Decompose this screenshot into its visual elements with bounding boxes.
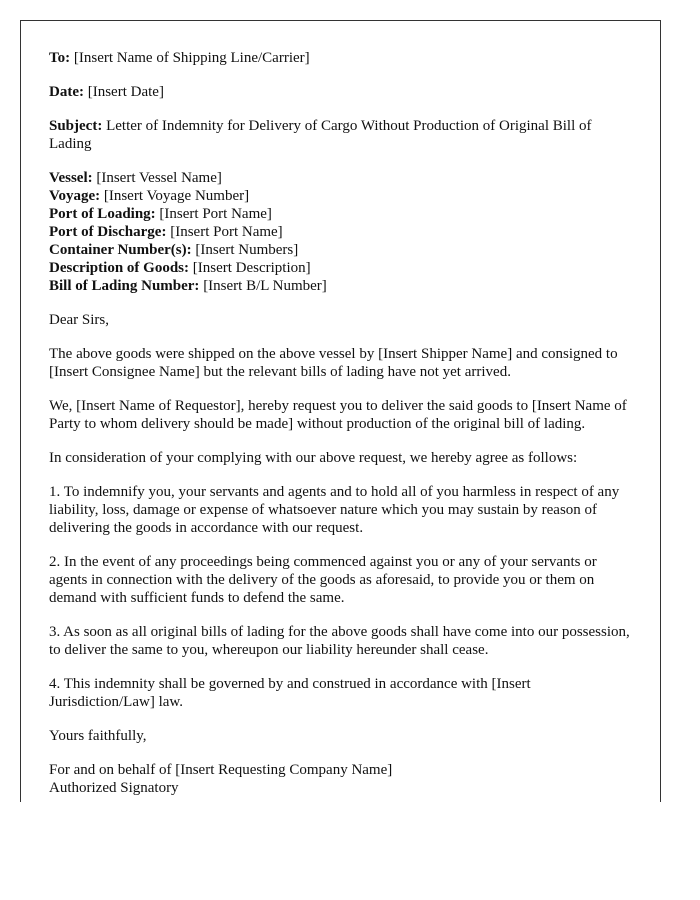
detail-value: [Insert Numbers] xyxy=(195,242,299,258)
detail-port-of-loading xyxy=(49,205,632,223)
subject-line xyxy=(49,117,632,153)
letter-frame xyxy=(20,20,661,802)
detail-vessel xyxy=(49,169,632,187)
detail-container-numbers xyxy=(49,241,632,259)
to-label: To: xyxy=(49,50,71,66)
signature-block xyxy=(49,761,632,797)
detail-value: [Insert Description] xyxy=(192,260,311,276)
detail-value: [Insert Port Name] xyxy=(159,206,272,222)
detail-value: [Insert B/L Number] xyxy=(203,278,327,294)
detail-label: Vessel: xyxy=(49,170,93,186)
detail-description-of-goods xyxy=(49,259,632,277)
to-line xyxy=(49,49,632,67)
date-line xyxy=(49,83,632,101)
detail-value: [Insert Port Name] xyxy=(170,224,283,240)
date-value: [Insert Date] xyxy=(87,84,164,100)
detail-label: Port of Discharge: xyxy=(49,224,167,240)
detail-bill-of-lading-number xyxy=(49,277,632,295)
detail-value: [Insert Vessel Name] xyxy=(96,170,222,186)
date-label: Date: xyxy=(49,84,84,100)
to-value: [Insert Name of Shipping Line/Carrier] xyxy=(73,50,310,66)
detail-label: Description of Goods: xyxy=(49,260,189,276)
letter-body xyxy=(21,21,660,797)
detail-label: Voyage: xyxy=(49,188,101,204)
closing: Yours faithfully, xyxy=(49,728,147,744)
subject-value: Letter of Indemnity for Delivery of Cargo Without Production of Original Bill of Lading xyxy=(49,118,592,152)
signatory-line: Authorized Signatory xyxy=(49,780,179,796)
paragraph-shipment: The above goods were shipped on the above vessel by [Insert Shipper Name] and consigned to [Insert Consignee Name] but the relevant bills of lading have not yet arrived. xyxy=(49,346,618,380)
detail-value: [Insert Voyage Number] xyxy=(103,188,250,204)
salutation: Dear Sirs, xyxy=(49,312,109,328)
clause-4: 4. This indemnity shall be governed by and construed in accordance with [Insert Jurisdiction/Law] law. xyxy=(49,676,531,710)
on-behalf-line: For and on behalf of [Insert Requesting Company Name] xyxy=(49,762,393,778)
clause-3: 3. As soon as all original bills of lading for the above goods shall have come into our possession, to deliver the same to you, whereupon our liability hereunder shall cease. xyxy=(49,624,630,658)
detail-label: Bill of Lading Number: xyxy=(49,278,200,294)
detail-label: Container Number(s): xyxy=(49,242,192,258)
subject-label: Subject: xyxy=(49,118,103,134)
detail-voyage xyxy=(49,187,632,205)
cargo-details xyxy=(49,169,632,295)
paragraph-consideration: In consideration of your complying with our above request, we hereby agree as follows: xyxy=(49,450,578,466)
detail-port-of-discharge xyxy=(49,223,632,241)
clause-1: 1. To indemnify you, your servants and agents and to hold all of you harmless in respect of any liability, loss, damage or expense of whatsoever nature which you may sustain by reason of delivering the goods in accordance with our request. xyxy=(49,484,620,536)
detail-label: Port of Loading: xyxy=(49,206,156,222)
paragraph-request: We, [Insert Name of Requestor], hereby request you to deliver the said goods to [Insert Name of Party to whom delivery should be made] without production of the original bill of lading. xyxy=(49,398,627,432)
clause-2: 2. In the event of any proceedings being commenced against you or any of your servants or agents in connection with the delivery of the goods as aforesaid, to provide you or them on demand with sufficient funds to defend the same. xyxy=(49,554,597,606)
